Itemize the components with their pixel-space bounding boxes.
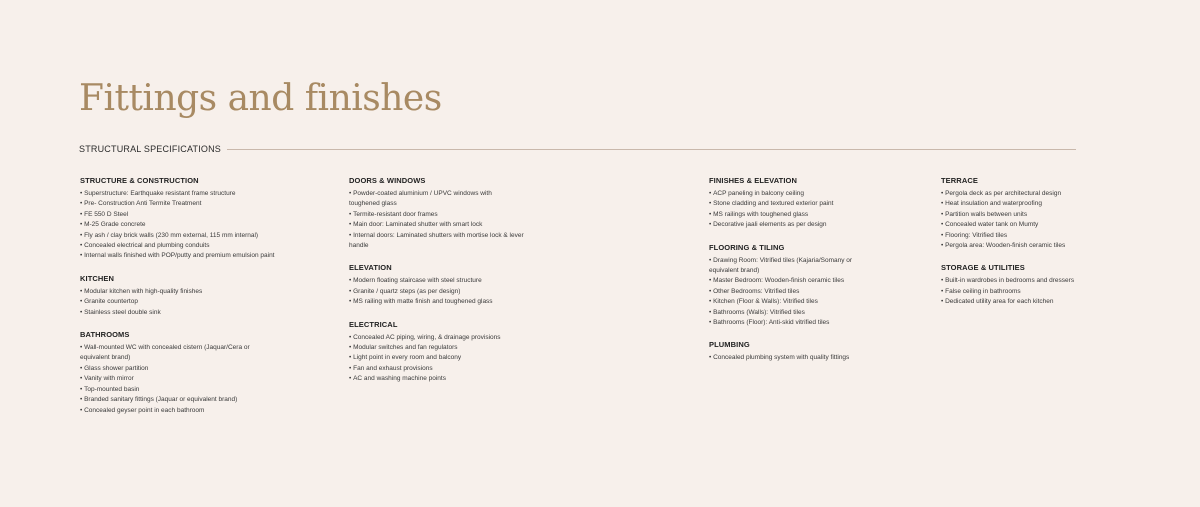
list-item: • Concealed geyser point in each bathroom bbox=[80, 406, 255, 416]
list-item: • Heat insulation and waterproofing bbox=[941, 199, 1141, 209]
list-item: • Kitchen (Floor & Walls): Vitrified tiles bbox=[709, 297, 869, 307]
spec-list bbox=[941, 189, 1141, 251]
spec-group-bathrooms bbox=[80, 330, 255, 416]
spec-group-structure bbox=[80, 176, 295, 262]
list-item: • Concealed electrical and plumbing conduits bbox=[80, 241, 295, 251]
list-item: • ACP paneling in balcony ceiling bbox=[709, 189, 869, 199]
list-item: • MS railing with matte finish and toughened glass bbox=[349, 297, 524, 307]
spec-group-plumbing bbox=[709, 340, 899, 363]
spec-column-3 bbox=[709, 176, 869, 376]
list-item: • False ceiling in bathrooms bbox=[941, 287, 1141, 297]
list-item: • Partition walls between units bbox=[941, 210, 1141, 220]
spec-group-finishes-elevation bbox=[709, 176, 869, 231]
spec-list bbox=[80, 287, 295, 318]
spec-list bbox=[80, 343, 255, 416]
list-item: • Bathrooms (Walls): Vitrified tiles bbox=[709, 308, 869, 318]
group-title: PLUMBING bbox=[709, 340, 750, 350]
section-header bbox=[79, 143, 1076, 155]
list-item: • Decorative jaali elements as per design bbox=[709, 220, 869, 230]
spec-group-terrace bbox=[941, 176, 1141, 251]
section-divider bbox=[227, 149, 1076, 150]
list-item: • Built-in wardrobes in bedrooms and dressers bbox=[941, 276, 1141, 286]
group-title: STRUCTURE & CONSTRUCTION bbox=[80, 176, 199, 185]
list-item: • Powder-coated aluminium / UPVC windows with toughened glass bbox=[349, 189, 524, 210]
spec-group-elevation bbox=[349, 263, 524, 307]
group-title: STORAGE & UTILITIES bbox=[941, 263, 1025, 273]
list-item: • Internal walls finished with POP/putty and premium emulsion paint bbox=[80, 251, 295, 261]
spec-list bbox=[709, 353, 899, 363]
group-title: KITCHEN bbox=[80, 273, 115, 283]
spec-column-1 bbox=[80, 176, 295, 428]
list-item: • Bathrooms (Floor): Anti-skid vitrified tiles bbox=[709, 318, 869, 328]
list-item: • Wall-mounted WC with concealed cistern (Jaquar/Cera or equivalent brand) bbox=[80, 343, 255, 364]
list-item: • Granite / quartz steps (as per design) bbox=[349, 287, 524, 297]
list-item: • Top-mounted basin bbox=[80, 385, 255, 395]
list-item: • Branded sanitary fittings (Jaquar or equivalent brand) bbox=[80, 395, 255, 405]
spec-column-2 bbox=[349, 176, 524, 397]
list-item: • Pergola area: Wooden-finish ceramic tiles bbox=[941, 241, 1141, 251]
list-item: • Light point in every room and balcony bbox=[349, 353, 524, 363]
group-title: ELECTRICAL bbox=[349, 319, 398, 329]
spec-list bbox=[80, 189, 295, 262]
group-title: TERRACE bbox=[941, 176, 978, 185]
list-item: • Dedicated utility area for each kitchen bbox=[941, 297, 1141, 307]
list-item: • Modular switches and fan regulators bbox=[349, 343, 524, 353]
spec-list bbox=[709, 256, 869, 329]
list-item: • Main door: Laminated shutter with smart lock bbox=[349, 220, 524, 230]
list-item: • Glass shower partition bbox=[80, 364, 255, 374]
spec-column-4 bbox=[941, 176, 1141, 320]
list-item: • Fly ash / clay brick walls (230 mm external, 115 mm internal) bbox=[80, 231, 295, 241]
list-item: • MS railings with toughened glass bbox=[709, 210, 869, 220]
spec-group-electrical bbox=[349, 320, 524, 385]
group-title: FINISHES & ELEVATION bbox=[709, 176, 797, 185]
list-item: • Modular kitchen with high-quality finishes bbox=[80, 287, 295, 297]
list-item: • Concealed water tank on Mumty bbox=[941, 220, 1141, 230]
group-title: FLOORING & TILING bbox=[709, 242, 785, 252]
spec-list bbox=[941, 276, 1141, 307]
list-item: • Stone cladding and textured exterior paint bbox=[709, 199, 869, 209]
spec-group-doors-windows bbox=[349, 176, 524, 251]
list-item: • Termite-resistant door frames bbox=[349, 210, 524, 220]
list-item: • FE 550 D Steel bbox=[80, 210, 295, 220]
list-item: • Concealed plumbing system with quality fittings bbox=[709, 353, 899, 363]
list-item: • Fan and exhaust provisions bbox=[349, 364, 524, 374]
group-title: DOORS & WINDOWS bbox=[349, 176, 426, 185]
list-item: • Master Bedroom: Wooden-finish ceramic tiles bbox=[709, 276, 869, 286]
list-item: • AC and washing machine points bbox=[349, 374, 524, 384]
list-item: • Other Bedrooms: Vitrified tiles bbox=[709, 287, 869, 297]
list-item: • Internal doors: Laminated shutters with mortise lock & lever handle bbox=[349, 231, 524, 252]
list-item: • Stainless steel double sink bbox=[80, 308, 295, 318]
spec-list bbox=[709, 189, 869, 231]
list-item: • Flooring: Vitrified tiles bbox=[941, 231, 1141, 241]
list-item: • Pergola deck as per architectural design bbox=[941, 189, 1141, 199]
spec-group-kitchen bbox=[80, 274, 295, 318]
list-item: • Modern floating staircase with steel structure bbox=[349, 276, 524, 286]
list-item: • Vanity with mirror bbox=[80, 374, 255, 384]
list-item: • Superstructure: Earthquake resistant frame structure bbox=[80, 189, 295, 199]
group-title: ELEVATION bbox=[349, 263, 392, 273]
spec-group-storage-utilities bbox=[941, 263, 1141, 307]
spec-group-flooring-tiling bbox=[709, 243, 869, 329]
group-title: BATHROOMS bbox=[80, 330, 130, 340]
page-title: Fittings and finishes bbox=[79, 78, 442, 119]
list-item: • Granite countertop bbox=[80, 297, 295, 307]
list-item: • M-25 Grade concrete bbox=[80, 220, 295, 230]
spec-list bbox=[349, 333, 524, 385]
section-title: STRUCTURAL SPECIFICATIONS bbox=[79, 144, 222, 154]
spec-list bbox=[349, 276, 524, 307]
list-item: • Drawing Room: Vitrified tiles (Kajaria/Somany or equivalent brand) bbox=[709, 256, 869, 277]
list-item: • Concealed AC piping, wiring, & drainage provisions bbox=[349, 333, 524, 343]
list-item: • Pre- Construction Anti Termite Treatment bbox=[80, 199, 295, 209]
spec-list bbox=[349, 189, 524, 251]
